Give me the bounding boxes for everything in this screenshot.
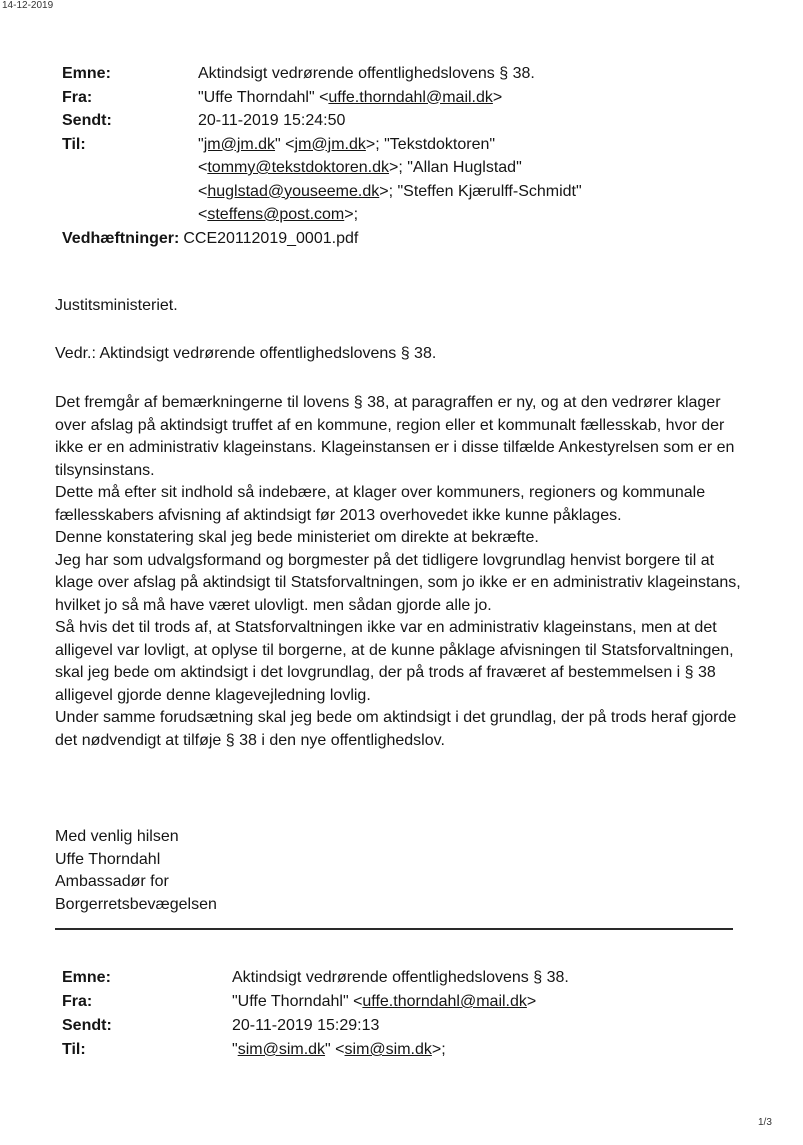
body-paragraph: Under samme forudsætning skal jeg bede om aktindsigt i det grundlag, der på trods heraf gjorde det nødvendigt at tilføje § 38 i den nye offentlighedslov. (55, 709, 737, 749)
subject-label: Emne: (62, 65, 111, 82)
from-label: Fra: (62, 88, 93, 106)
sent-row (62, 1014, 662, 1038)
to-email-link[interactable]: steffens@post.com (207, 206, 345, 223)
signature-line: Ambassadør for (55, 873, 169, 890)
subject-value: Aktindsigt vedrørende offentlighedslovens § 38. (198, 65, 535, 82)
body-paragraph: Jeg har som udvalgsformand og borgmester på det tidligere lovgrundlag henvist borgere til at klage over afslag på aktindsigt til Statsforvaltningen, som jo ikke er en administrativ klageinstans, hvilket jo så må have været ulovligt. men sådan gjorde alle jo. (55, 551, 741, 614)
from-row (62, 990, 662, 1014)
from-name: "Uffe Thorndahl" < (198, 88, 329, 106)
from-email-link[interactable]: uffe.thorndahl@mail.dk (362, 993, 527, 1010)
subject-label: Emne: (62, 969, 111, 986)
page-number: 1/3 (758, 1117, 772, 1128)
sent-value: 20-11-2019 15:29:13 (232, 1017, 380, 1034)
sent-label: Sendt: (62, 1017, 112, 1034)
attachments-label: Vedhæftninger: (62, 229, 180, 247)
from-end: > (492, 88, 503, 106)
to-line-4: <steffens@post.com>; (198, 206, 359, 223)
body-paragraph: Det fremgår af bemærkningerne til lovens § 38, at paragraffen er ny, og at den vedrører klager over afslag på aktindsigt truffet af en kommune, region eller et kommunalt fællesskab, hvor der ikke er en administrativ klageinstans. Klageinstansen er i disse tilfælde Ankestyrelsen som er en tilsynsinstans. (55, 394, 735, 479)
to-value: "sim@sim.dk" <sim@sim.dk>; (232, 1041, 446, 1058)
to-label: Til: (62, 1041, 86, 1058)
sent-row (62, 109, 682, 133)
to-email-link[interactable]: tommy@tekstdoktoren.dk (207, 159, 389, 176)
from-value (198, 86, 682, 110)
email-header-2 (62, 966, 662, 1062)
from-label: Fra: (62, 993, 93, 1010)
addressee: Justitsministeriet. (55, 297, 178, 314)
to-email-link[interactable]: huglstad@youseeme.dk (207, 182, 380, 200)
from-value: "Uffe Thorndahl" <uffe.thorndahl@mail.dk> (232, 993, 537, 1010)
to-row (62, 133, 682, 227)
subject-value: Aktindsigt vedrørende offentlighedslovens § 38. (232, 969, 569, 986)
to-row (62, 1038, 662, 1062)
signature-line: Borgerretsbevægelsen (55, 895, 217, 913)
regarding-line: Vedr.: Aktindsigt vedrørende offentlighedslovens § 38. (55, 345, 437, 362)
letter-body (55, 392, 745, 752)
subject-row (62, 966, 662, 990)
signature-line: Uffe Thorndahl (55, 850, 161, 868)
to-label: Til: (62, 135, 86, 153)
attachment-file[interactable]: CCE20112019_0001.pdf (183, 229, 359, 247)
sent-label: Sendt: (62, 112, 112, 129)
body-paragraph: Dette må efter sit indhold så indebære, at klager over kommuners, regioners og kommunale fællesskabers afvisning af aktindsigt før 2013 overhovedet ikke kunne påklages. (55, 484, 706, 524)
from-row (62, 86, 682, 110)
to-value (198, 133, 682, 227)
to-email-link[interactable]: sim@sim.dk (344, 1041, 432, 1058)
signature-block (55, 826, 745, 916)
print-date-stamp: 14-12-2019 (2, 0, 54, 11)
attachments-row (62, 227, 682, 251)
sent-value: 20-11-2019 15:24:50 (198, 112, 346, 129)
signature-line: Med venlig hilsen (55, 828, 179, 845)
subject-row (62, 62, 682, 86)
to-email-link[interactable]: jm@jm.dk (203, 135, 276, 153)
to-line-1: "jm@jm.dk" <jm@jm.dk>; "Tekstdoktoren" (198, 135, 496, 153)
separator-line (55, 928, 733, 930)
to-line-2: <tommy@tekstdoktoren.dk>; "Allan Huglstad" (198, 159, 522, 176)
body-paragraph: Så hvis det til trods af, at Statsforvaltningen ikke var en administrativ klageinstans, men at det alligevel var lovligt, at oplyse til borgerne, at de kunne påklage afvisningen til Statsforvaltningen, skal jeg bede om aktindsigt i det lovgrundlag, der på trods af fraværet af bestemmelsen i § 38 alligevel gjorde denne klagevejledning lovlig. (55, 619, 734, 704)
email-header-1 (62, 62, 682, 250)
from-email-link[interactable]: uffe.thorndahl@mail.dk (328, 88, 493, 106)
to-line-3: <huglstad@youseeme.dk>; "Steffen Kjærulff-Schmidt" (198, 182, 582, 200)
body-paragraph: Denne konstatering skal jeg bede ministeriet om direkte at bekræfte. (55, 529, 539, 546)
to-email-link[interactable]: jm@jm.dk (294, 135, 366, 153)
to-email-link[interactable]: sim@sim.dk (237, 1041, 326, 1058)
